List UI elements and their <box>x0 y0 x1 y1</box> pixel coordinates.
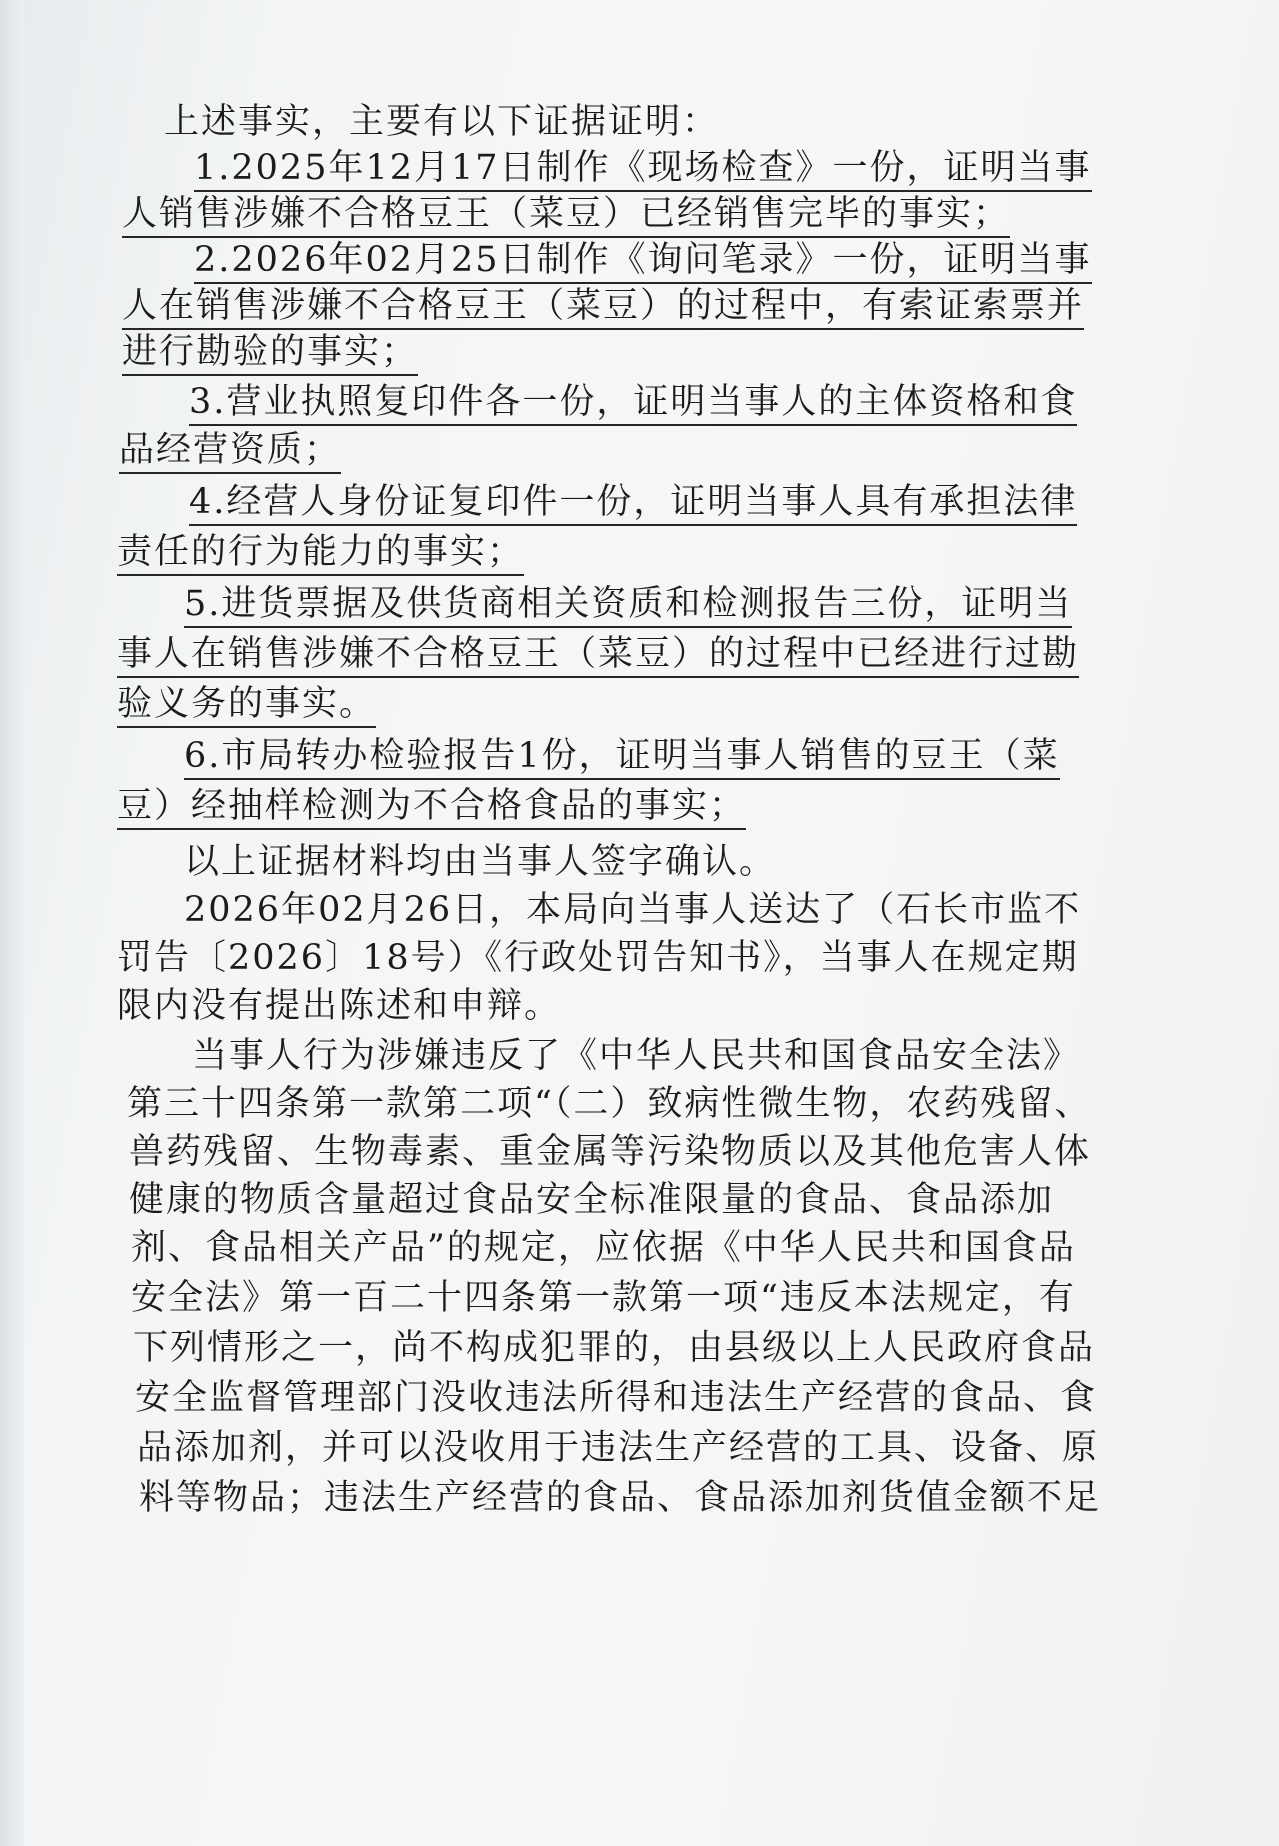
text-line: 责任的行为能力的事实； <box>117 530 524 576</box>
text-line: 2026年02月26日，本局向当事人送达了（石长市监不 <box>184 890 1082 930</box>
text-line: 料等物品；违法生产经营的食品、食品添加剂货值金额不足 <box>139 1478 1102 1518</box>
text-line: 剂、食品相关产品”的规定，应依据《中华人民共和国食品 <box>131 1228 1076 1268</box>
document-page <box>24 0 1279 1846</box>
text-line: 品经营资质； <box>119 428 341 474</box>
text-line: 第三十四条第一款第二项“（二）致病性微生物，农药残留、 <box>127 1084 1092 1124</box>
text-line: 验义务的事实。 <box>117 682 376 728</box>
text-line: 限内没有提出陈述和申辩。 <box>117 986 562 1026</box>
text-line: 下列情形之一，尚不构成犯罪的，由县级以上人民政府食品 <box>133 1328 1096 1368</box>
text-line: 安全监督管理部门没收违法所得和违法生产经营的食品、食 <box>135 1378 1098 1418</box>
text-line: 人销售涉嫌不合格豆王（菜豆）已经销售完毕的事实； <box>122 192 1010 238</box>
text-line: 罚告〔2026〕18号）《行政处罚告知书》，当事人在规定期 <box>117 938 1079 978</box>
text-line: 进行勘验的事实； <box>122 330 418 376</box>
text-line: 兽药残留、生物毒素、重金属等污染物质以及其他危害人体 <box>129 1132 1092 1172</box>
text-line: 3.营业执照复印件各一份，证明当事人的主体资格和食 <box>189 380 1077 426</box>
text-line: 1.2025年12月17日制作《现场检查》一份，证明当事 <box>194 146 1092 192</box>
text-line: 事人在销售涉嫌不合格豆王（菜豆）的过程中已经进行过勘 <box>117 632 1079 678</box>
text-line: 6.市局转办检验报告1份，证明当事人销售的豆王（菜 <box>184 734 1060 780</box>
text-line: 安全法》第一百二十四条第一款第一项“违反本法规定，有 <box>131 1278 1076 1318</box>
text-line: 豆）经抽样检测为不合格食品的事实； <box>117 784 746 830</box>
text-line: 5.进货票据及供货商相关资质和检测报告三份，证明当 <box>184 582 1072 628</box>
text-line: 4.经营人身份证复印件一份，证明当事人具有承担法律 <box>189 480 1077 526</box>
page-edge <box>0 0 24 1846</box>
text-line: 人在销售涉嫌不合格豆王（菜豆）的过程中，有索证索票并 <box>122 284 1084 330</box>
text-line: 健康的物质含量超过食品安全标准限量的食品、食品添加 <box>129 1180 1055 1220</box>
text-line: 以上证据材料均由当事人签字确认。 <box>184 842 777 882</box>
text-line: 上述事实，主要有以下证据证明： <box>164 102 720 142</box>
text-line: 2.2026年02月25日制作《询问笔录》一份，证明当事 <box>194 238 1092 284</box>
text-line: 当事人行为涉嫌违反了《中华人民共和国食品安全法》 <box>192 1036 1081 1076</box>
text-line: 品添加剂，并可以没收用于违法生产经营的工具、设备、原 <box>137 1428 1100 1468</box>
